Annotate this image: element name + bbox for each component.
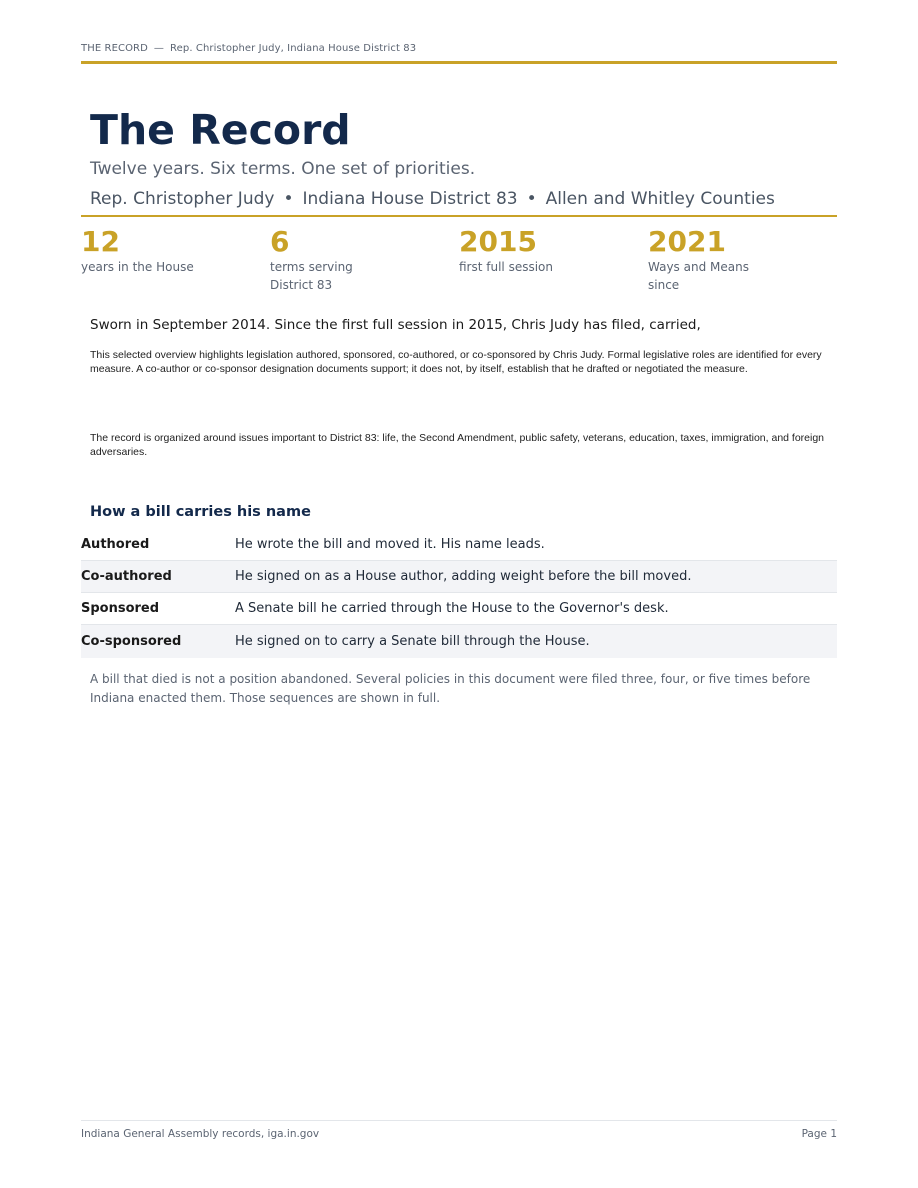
byline-separator: • — [283, 189, 294, 209]
role-term: Co-sponsored — [81, 634, 182, 649]
header-rule — [81, 61, 837, 64]
role-description: A Senate bill he carried through the House to the Governor's desk. — [235, 601, 669, 616]
byline — [90, 188, 775, 210]
table-row — [81, 625, 837, 658]
stat-label: terms serving District 83 — [270, 260, 353, 292]
role-term: Co-authored — [81, 569, 172, 584]
stat-value: 6 — [270, 225, 290, 258]
page-number: Page 1 — [801, 1128, 837, 1140]
stat-value: 12 — [81, 225, 120, 258]
byline-counties: Allen and Whitley Counties — [545, 189, 775, 209]
stat-years — [81, 226, 261, 276]
footer-rule — [81, 1120, 837, 1121]
table-row — [81, 561, 837, 593]
stat-first-session — [459, 226, 639, 276]
role-term: Authored — [81, 537, 150, 552]
stat-label: years in the House — [81, 260, 194, 274]
role-description: He wrote the bill and moved it. His name leads. — [235, 537, 545, 552]
running-head — [81, 43, 416, 54]
issues-paragraph: The record is organized around issues important to District 83: life, the Second Amendment, public safety, veterans, education, taxes, immigration, and foreign adversaries. — [90, 432, 825, 458]
role-description: He signed on as a House author, adding weight before the bill moved. — [235, 569, 692, 584]
footer-source: Indiana General Assembly records, iga.in.gov — [81, 1128, 320, 1140]
stat-value: 2021 — [648, 225, 726, 258]
byline-name: Rep. Christopher Judy — [90, 189, 275, 209]
stats-strip — [81, 226, 837, 296]
byline-district: Indiana House District 83 — [302, 189, 518, 209]
running-head-subject: Rep. Christopher Judy, Indiana House District 83 — [170, 43, 417, 54]
roles-table — [81, 529, 837, 658]
byline-separator: • — [526, 189, 537, 209]
closing-note: A bill that died is not a position abandoned. Several policies in this document were filed three, four, or five times before Indiana enacted them. Those sequences are shown in full. — [90, 672, 811, 705]
stat-ways-and-means — [648, 226, 828, 294]
table-row — [81, 529, 837, 561]
overview-paragraph: This selected overview highlights legislation authored, sponsored, co-authored, or co-sponsored by Chris Judy. Formal legislative roles are identified for every measure. A co-author or co-sponsor designation documents support; it does not, by itself, establish that he drafted or negotiated the measure. — [90, 349, 822, 375]
table-row — [81, 593, 837, 625]
stat-label: Ways and Means since — [648, 260, 749, 292]
lead-paragraph: Sworn in September 2014. Since the first full session in 2015, Chris Judy has filed, carried, — [90, 317, 701, 333]
section-heading: How a bill carries his name — [90, 504, 311, 520]
stat-value: 2015 — [459, 225, 537, 258]
stat-label: first full session — [459, 260, 553, 274]
page-subtitle: Twelve years. Six terms. One set of priorities. — [90, 159, 476, 179]
page-title: The Record — [90, 106, 351, 154]
role-description: He signed on to carry a Senate bill through the House. — [235, 634, 590, 649]
role-term: Sponsored — [81, 601, 160, 616]
stat-terms — [270, 226, 450, 294]
running-head-dash: — — [153, 43, 165, 54]
byline-rule — [81, 215, 837, 217]
running-head-label: THE RECORD — [81, 43, 148, 54]
